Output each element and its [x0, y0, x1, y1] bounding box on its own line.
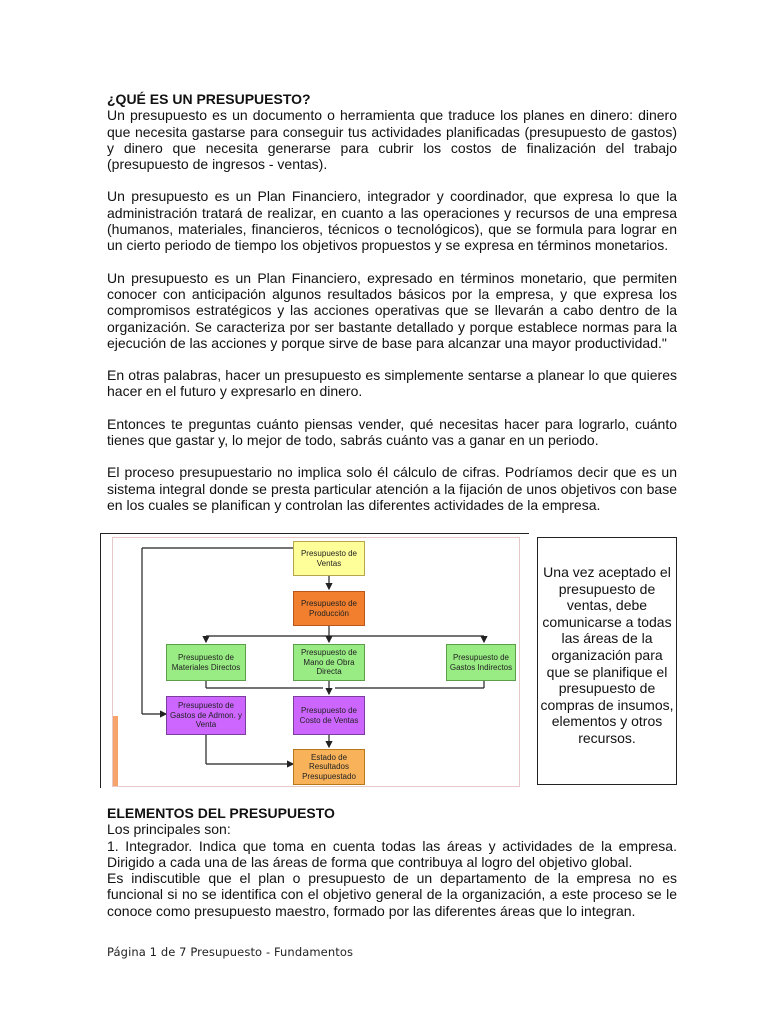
elements-item-1: 1. Integrador. Indica que toma en cuenta todas las áreas y actividades de la empresa. Dirigido a cada una de las áreas de forma que contribuya al logro del objetivo global. [107, 837, 677, 870]
node-presupuesto-produccion: Presupuesto de Producción [293, 591, 365, 626]
paragraph-4: En otras palabras, hacer un presupuesto es simplemente sentarse a planear lo que quieres hacer en el futuro y expresarlo en dinero. [107, 367, 677, 400]
node-presupuesto-materiales: Presupuesto de Materiales Directos [166, 644, 246, 681]
elements-intro: Los principales son: [107, 821, 231, 838]
paragraph-5: Entonces te preguntas cuánto piensas vender, qué necesitas hacer para lograrlo, cuánto tienes que gastar y, lo mejor de todo, sabrás cuánto vas a ganar en un periodo. [107, 415, 677, 449]
node-estado-resultados: Estado de Resultados Presupuestado [293, 749, 365, 785]
side-note-text: Una vez aceptado el presupuesto de ventas, debe comunicarse a todas las áreas de la organización para que se planifique el presupuesto de compras de insumos, elementos y otros recursos. [540, 564, 674, 746]
paragraph-3: Un presupuesto es un Plan Financiero, expresado en términos monetario, que permiten conocer con anticipación algunos resultados básicos por la empresa, y que expresa los compromisos estratégicos y las acciones operativas que se llevarán a cabo dentro de la organización. Se caracteriza por ser bastante detallado y porque establece normas para la ejecución de las acciones y porque sirve de base para alcanzar una mayor productividad." [107, 269, 677, 351]
node-presupuesto-gastos-admon: Presupuesto de Gastos de Admon. y Venta [166, 696, 246, 735]
node-presupuesto-costo-ventas: Presupuesto de Costo de Ventas [293, 696, 365, 735]
intro-section [107, 91, 677, 513]
paragraph-1: Un presupuesto es un documento o herramienta que traduce los planes en dinero: dinero que necesita gastarse para conseguir tus actividades planificadas (presupuesto de gastos) y dinero que necesita generarse para cubrir los costos de finalización del trabajo (presupuesto de ingresos - ventas). [107, 107, 677, 173]
section-heading-que-es: ¿QUÉ ES UN PRESUPUESTO? [107, 91, 311, 107]
node-presupuesto-ventas: Presupuesto de Ventas [293, 541, 365, 576]
page-footer: Página 1 de 7 Presupuesto - Fundamentos [107, 945, 354, 959]
paragraph-6: El proceso presupuestario no implica solo él cálculo de cifras. Podríamos decir que es un sistema integral donde se presta particular atención a la fijación de unos objetivos con base en los cuales se planifican y controlan las diferentes actividades de la empresa. [107, 464, 677, 513]
node-presupuesto-gastos-indirectos: Presupuesto de Gastos Indirectos [446, 644, 516, 681]
elements-section [107, 805, 677, 919]
section-heading-elementos: ELEMENTOS DEL PRESUPUESTO [107, 805, 335, 821]
side-note-box [537, 537, 677, 785]
paragraph-2: Un presupuesto es un Plan Financiero, integrador y coordinador, que expresa lo que la administración tratará de realizar, en cuanto a las operaciones y recursos de una empresa (humanos, materiales, financieros, técnicos o tecnológicos), que se formula para lograr en un cierto periodo de tiempo los objetivos propuestos y se expresa en términos monetarios. [107, 188, 677, 254]
node-presupuesto-mano-obra: Presupuesto de Mano de Obra Directa [293, 644, 365, 681]
elements-item-1-detail: Es indiscutible que el plan o presupuesto de un departamento de la empresa no es funcional si no se identifica con el objetivo general de la organización, a este proceso se le conoce como presupuesto maestro, formado por las diferentes áreas que lo integran. [107, 870, 677, 919]
budget-flowchart [112, 537, 520, 787]
